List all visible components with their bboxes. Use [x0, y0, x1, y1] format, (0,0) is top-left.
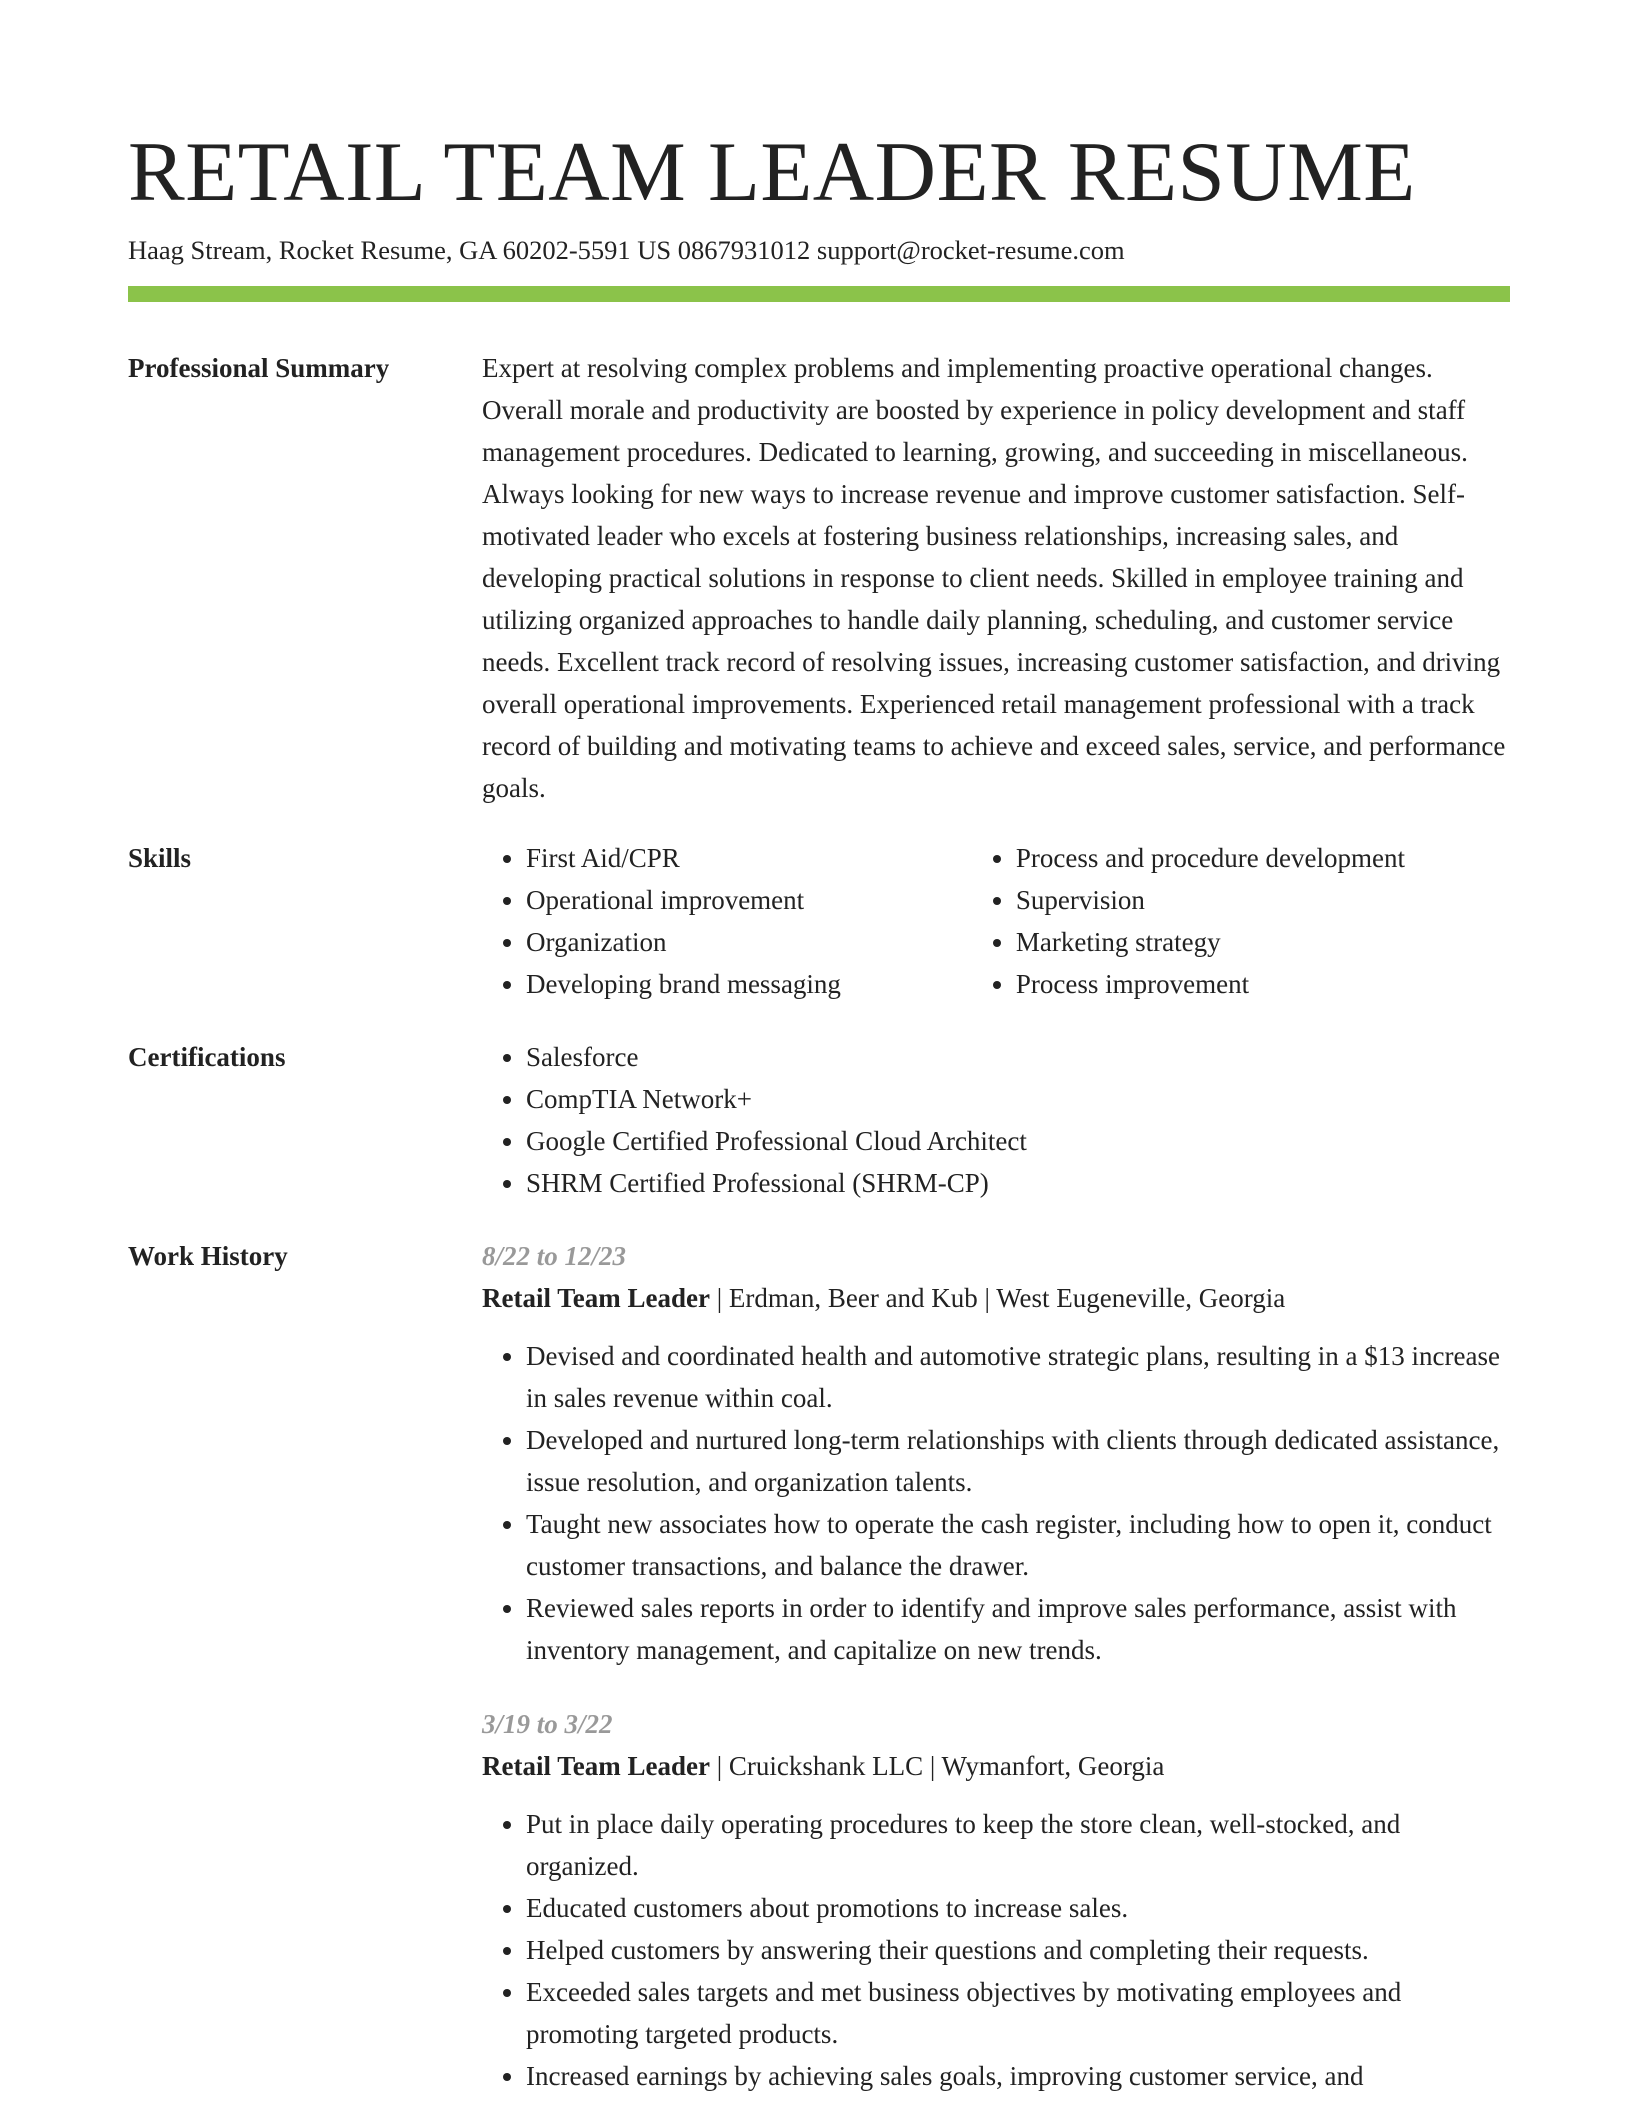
certifications-body: [482, 1036, 1510, 1204]
job-bullet: • Helped customers by answering their questions and completing their requests.: [526, 1929, 1510, 1971]
skills-heading: Skills: [128, 843, 192, 873]
resume-title: RETAIL TEAM LEADER RESUME: [128, 125, 1416, 219]
skill-item: • Marketing strategy: [1016, 921, 1510, 963]
skill-item: • First Aid/CPR: [526, 837, 972, 879]
skills-list-right: [972, 837, 1510, 1005]
work-history-heading: Work History: [128, 1241, 288, 1271]
skill-item: • Operational improvement: [526, 879, 972, 921]
job-bullet: • Taught new associates how to operate the cash register, including how to open it, conduct customer transactions, and balance the drawer.: [526, 1503, 1510, 1587]
certifications-list: [482, 1036, 1510, 1204]
accent-divider: [128, 286, 1510, 302]
certification-item: • SHRM Certified Professional (SHRM-CP): [526, 1162, 1510, 1204]
job-header: [482, 1277, 1510, 1319]
job-bullet: • Increased earnings by achieving sales goals, improving customer service, and: [526, 2055, 1510, 2097]
skills-list-left: [482, 837, 972, 1005]
skill-item: • Supervision: [1016, 879, 1510, 921]
job-entry: [482, 1703, 1510, 2097]
certifications-heading: Certifications: [128, 1042, 286, 1072]
summary-heading: Professional Summary: [128, 353, 390, 383]
job-bullet: • Educated customers about promotions to increase sales.: [526, 1887, 1510, 1929]
skill-item: • Organization: [526, 921, 972, 963]
job-bullets: [482, 1335, 1510, 1671]
job-dates: 8/22 to 12/23: [482, 1241, 627, 1271]
skills-body: [482, 837, 1510, 1005]
job-entry: [482, 1235, 1510, 1671]
job-header: [482, 1745, 1510, 1787]
skills-grid: [482, 837, 1510, 1005]
certification-item: • CompTIA Network+: [526, 1078, 1510, 1120]
skill-item: • Developing brand messaging: [526, 963, 972, 1005]
job-bullet: • Put in place daily operating procedures to keep the store clean, well-stocked, and organized.: [526, 1803, 1510, 1887]
work-history-body: [482, 1235, 1510, 2097]
job-title: Retail Team Leader: [482, 1283, 710, 1313]
job-dates: 3/19 to 3/22: [482, 1709, 613, 1739]
skill-item: • Process improvement: [1016, 963, 1510, 1005]
summary-text: Expert at resolving complex problems and implementing proactive operational changes. Overall morale and productivity are boosted by experience in policy development and staff management procedures. Dedicated to learning, growing, and succeeding in miscellaneous. Always looking for new ways to increase revenue and improve customer satisfaction. Self-motivated leader who excels at fostering business relationships, increasing sales, and developing practical solutions in response to client needs. Skilled in employee training and utilizing organized approaches to handle daily planning, scheduling, and customer service needs. Excellent track record of resolving issues, increasing customer satisfaction, and driving overall operational improvements. Experienced retail management professional with a track record of building and motivating teams to achieve and exceed sales, service, and performance goals.: [482, 353, 1506, 803]
summary-body: [482, 347, 1510, 809]
job-details: | Erdman, Beer and Kub | West Eugeneville, Georgia: [709, 1283, 1286, 1313]
job-title: Retail Team Leader: [482, 1751, 710, 1781]
job-bullet: • Developed and nurtured long-term relationships with clients through dedicated assistance, issue resolution, and organization talents.: [526, 1419, 1510, 1503]
certification-item: • Salesforce: [526, 1036, 1510, 1078]
job-bullets: [482, 1803, 1510, 2097]
job-bullet: • Exceeded sales targets and met business objectives by motivating employees and promoting targeted products.: [526, 1971, 1510, 2055]
skill-item: • Process and procedure development: [1016, 837, 1510, 879]
certification-item: • Google Certified Professional Cloud Architect: [526, 1120, 1510, 1162]
job-details: | Cruickshank LLC | Wymanfort, Georgia: [709, 1751, 1165, 1781]
contact-line: Haag Stream, Rocket Resume, GA 60202-5591 US 0867931012 support@rocket-resume.com: [128, 235, 1125, 265]
job-bullet: • Devised and coordinated health and automotive strategic plans, resulting in a $13 increase in sales revenue within coal.: [526, 1335, 1510, 1419]
job-bullet: • Reviewed sales reports in order to identify and improve sales performance, assist with inventory management, and capitalize on new trends.: [526, 1587, 1510, 1671]
